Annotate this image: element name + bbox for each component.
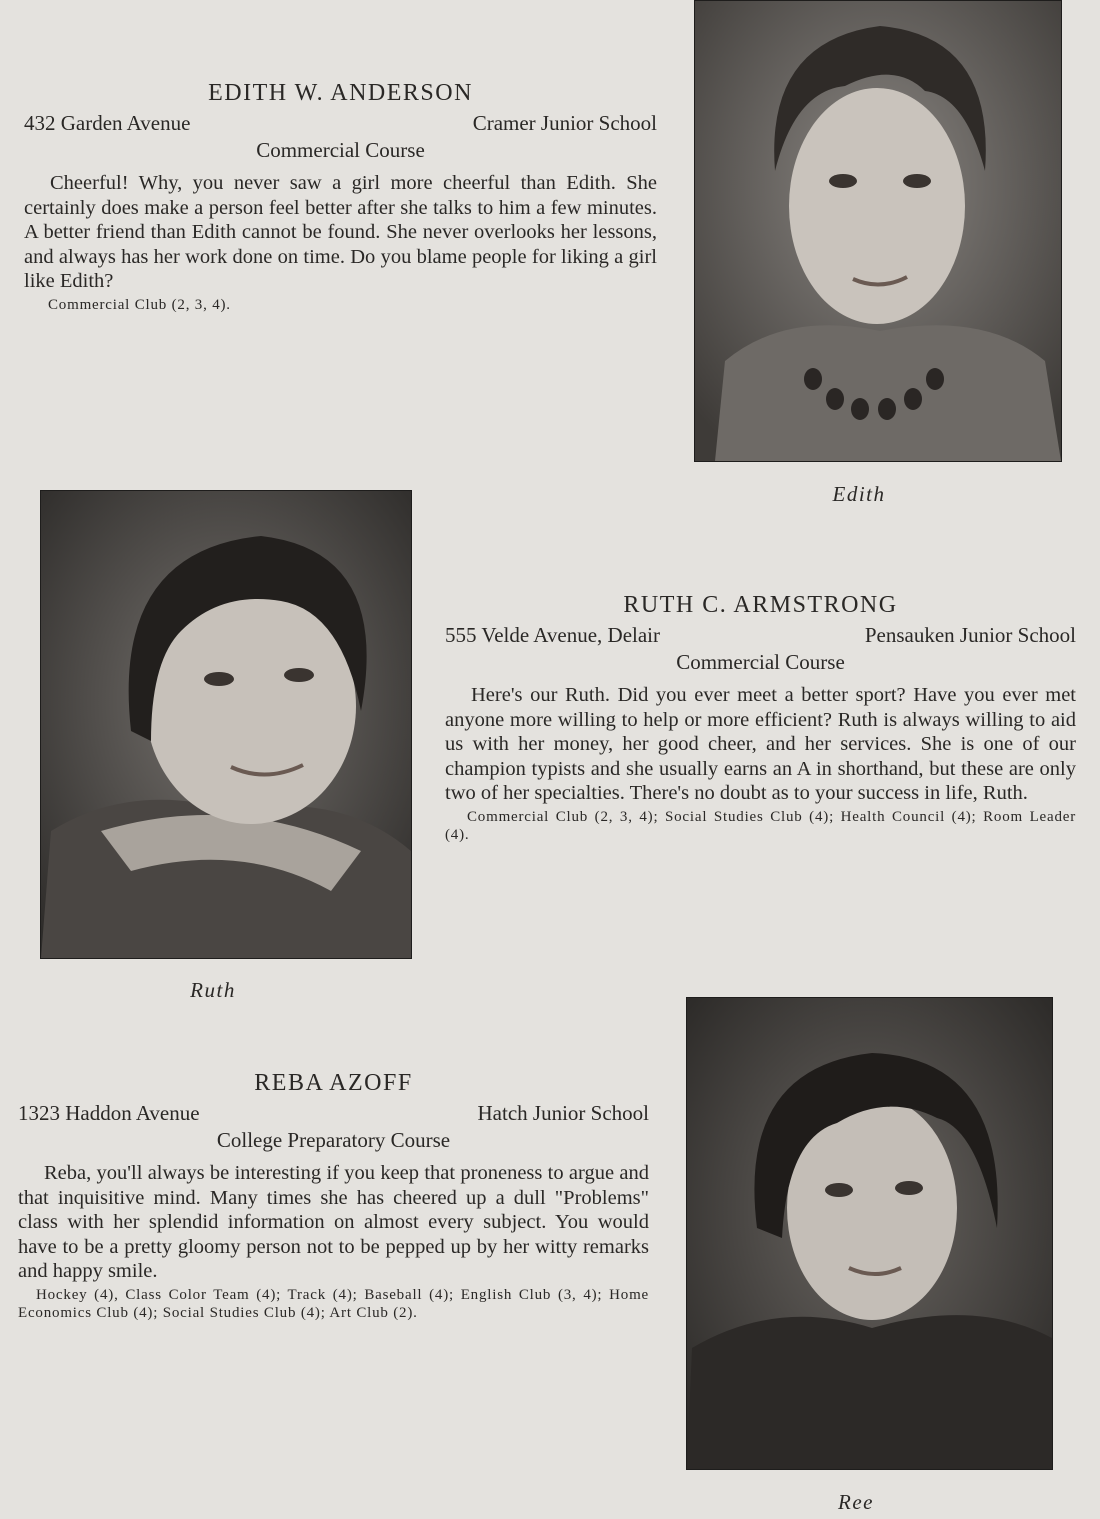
portrait-photo-reba xyxy=(686,997,1053,1470)
student-name: RUTH C. ARMSTRONG xyxy=(623,592,898,618)
student-activities: Commercial Club (2, 3, 4); Social Studies Club (4); Health Council (4); Room Leader (4). xyxy=(445,808,1076,843)
portrait-photo-edith xyxy=(694,0,1062,462)
junior-school: Cramer Junior School xyxy=(472,111,657,135)
course-of-study: College Preparatory Course xyxy=(216,1128,451,1152)
course-of-study: Commercial Course xyxy=(676,650,845,674)
portrait-caption: Ree xyxy=(838,1490,874,1514)
student-bio: Cheerful! Why, you never saw a girl more cheerful than Edith. She certainly does make a person feel better after she talks to him a few minutes. A better friend than Edith cannot be found. She never overlooks her lessons, and always has her work done on time. Do you blame people for liking a girl like Edith? xyxy=(24,172,657,292)
student-name: EDITH W. ANDERSON xyxy=(208,80,473,106)
junior-school: Pensauken Junior School xyxy=(864,623,1076,647)
portrait-photo-ruth xyxy=(40,490,412,959)
home-address: 555 Velde Avenue, Delair xyxy=(445,623,660,647)
student-activities: Hockey (4), Class Color Team (4); Track (4); Baseball (4); English Club (3, 4); Home Economics Club (4); Social Studies Club (4); Art Club (2). xyxy=(18,1286,649,1321)
student-bio: Reba, you'll always be interesting if you keep that proneness to argue and that inquisitive mind. Many times she has cheered up a dull "Problems" class with her splendid information on almost every subject. You would have to be a pretty gloomy person not to be pepped up by her witty remarks and happy smile. xyxy=(18,1162,649,1282)
student-activities: Commercial Club (2, 3, 4). xyxy=(48,296,231,313)
portrait-caption: Ruth xyxy=(190,978,236,1002)
home-address: 432 Garden Avenue xyxy=(24,111,191,135)
portrait-caption: Edith xyxy=(832,482,886,506)
portrait-edith-graphic xyxy=(695,1,1061,461)
student-entry-edith xyxy=(24,80,657,314)
course-of-study: Commercial Course xyxy=(256,138,425,162)
portrait-reba-graphic xyxy=(687,998,1052,1469)
student-bio: Here's our Ruth. Did you ever meet a better sport? Have you ever met anyone more willing to help or more efficient? Ruth is always willing to aid us with her money, her good cheer, and her services. She is one of our champion typists and she usually earns an A in shorthand, but these are only two of her specialties. There's no doubt as to your success in life, Ruth. xyxy=(445,684,1076,804)
junior-school: Hatch Junior School xyxy=(477,1101,649,1125)
student-entry-ruth xyxy=(445,592,1076,844)
home-address: 1323 Haddon Avenue xyxy=(18,1101,200,1125)
student-entry-reba xyxy=(18,1070,649,1322)
portrait-ruth-graphic xyxy=(41,491,411,958)
student-name: REBA AZOFF xyxy=(254,1070,413,1096)
